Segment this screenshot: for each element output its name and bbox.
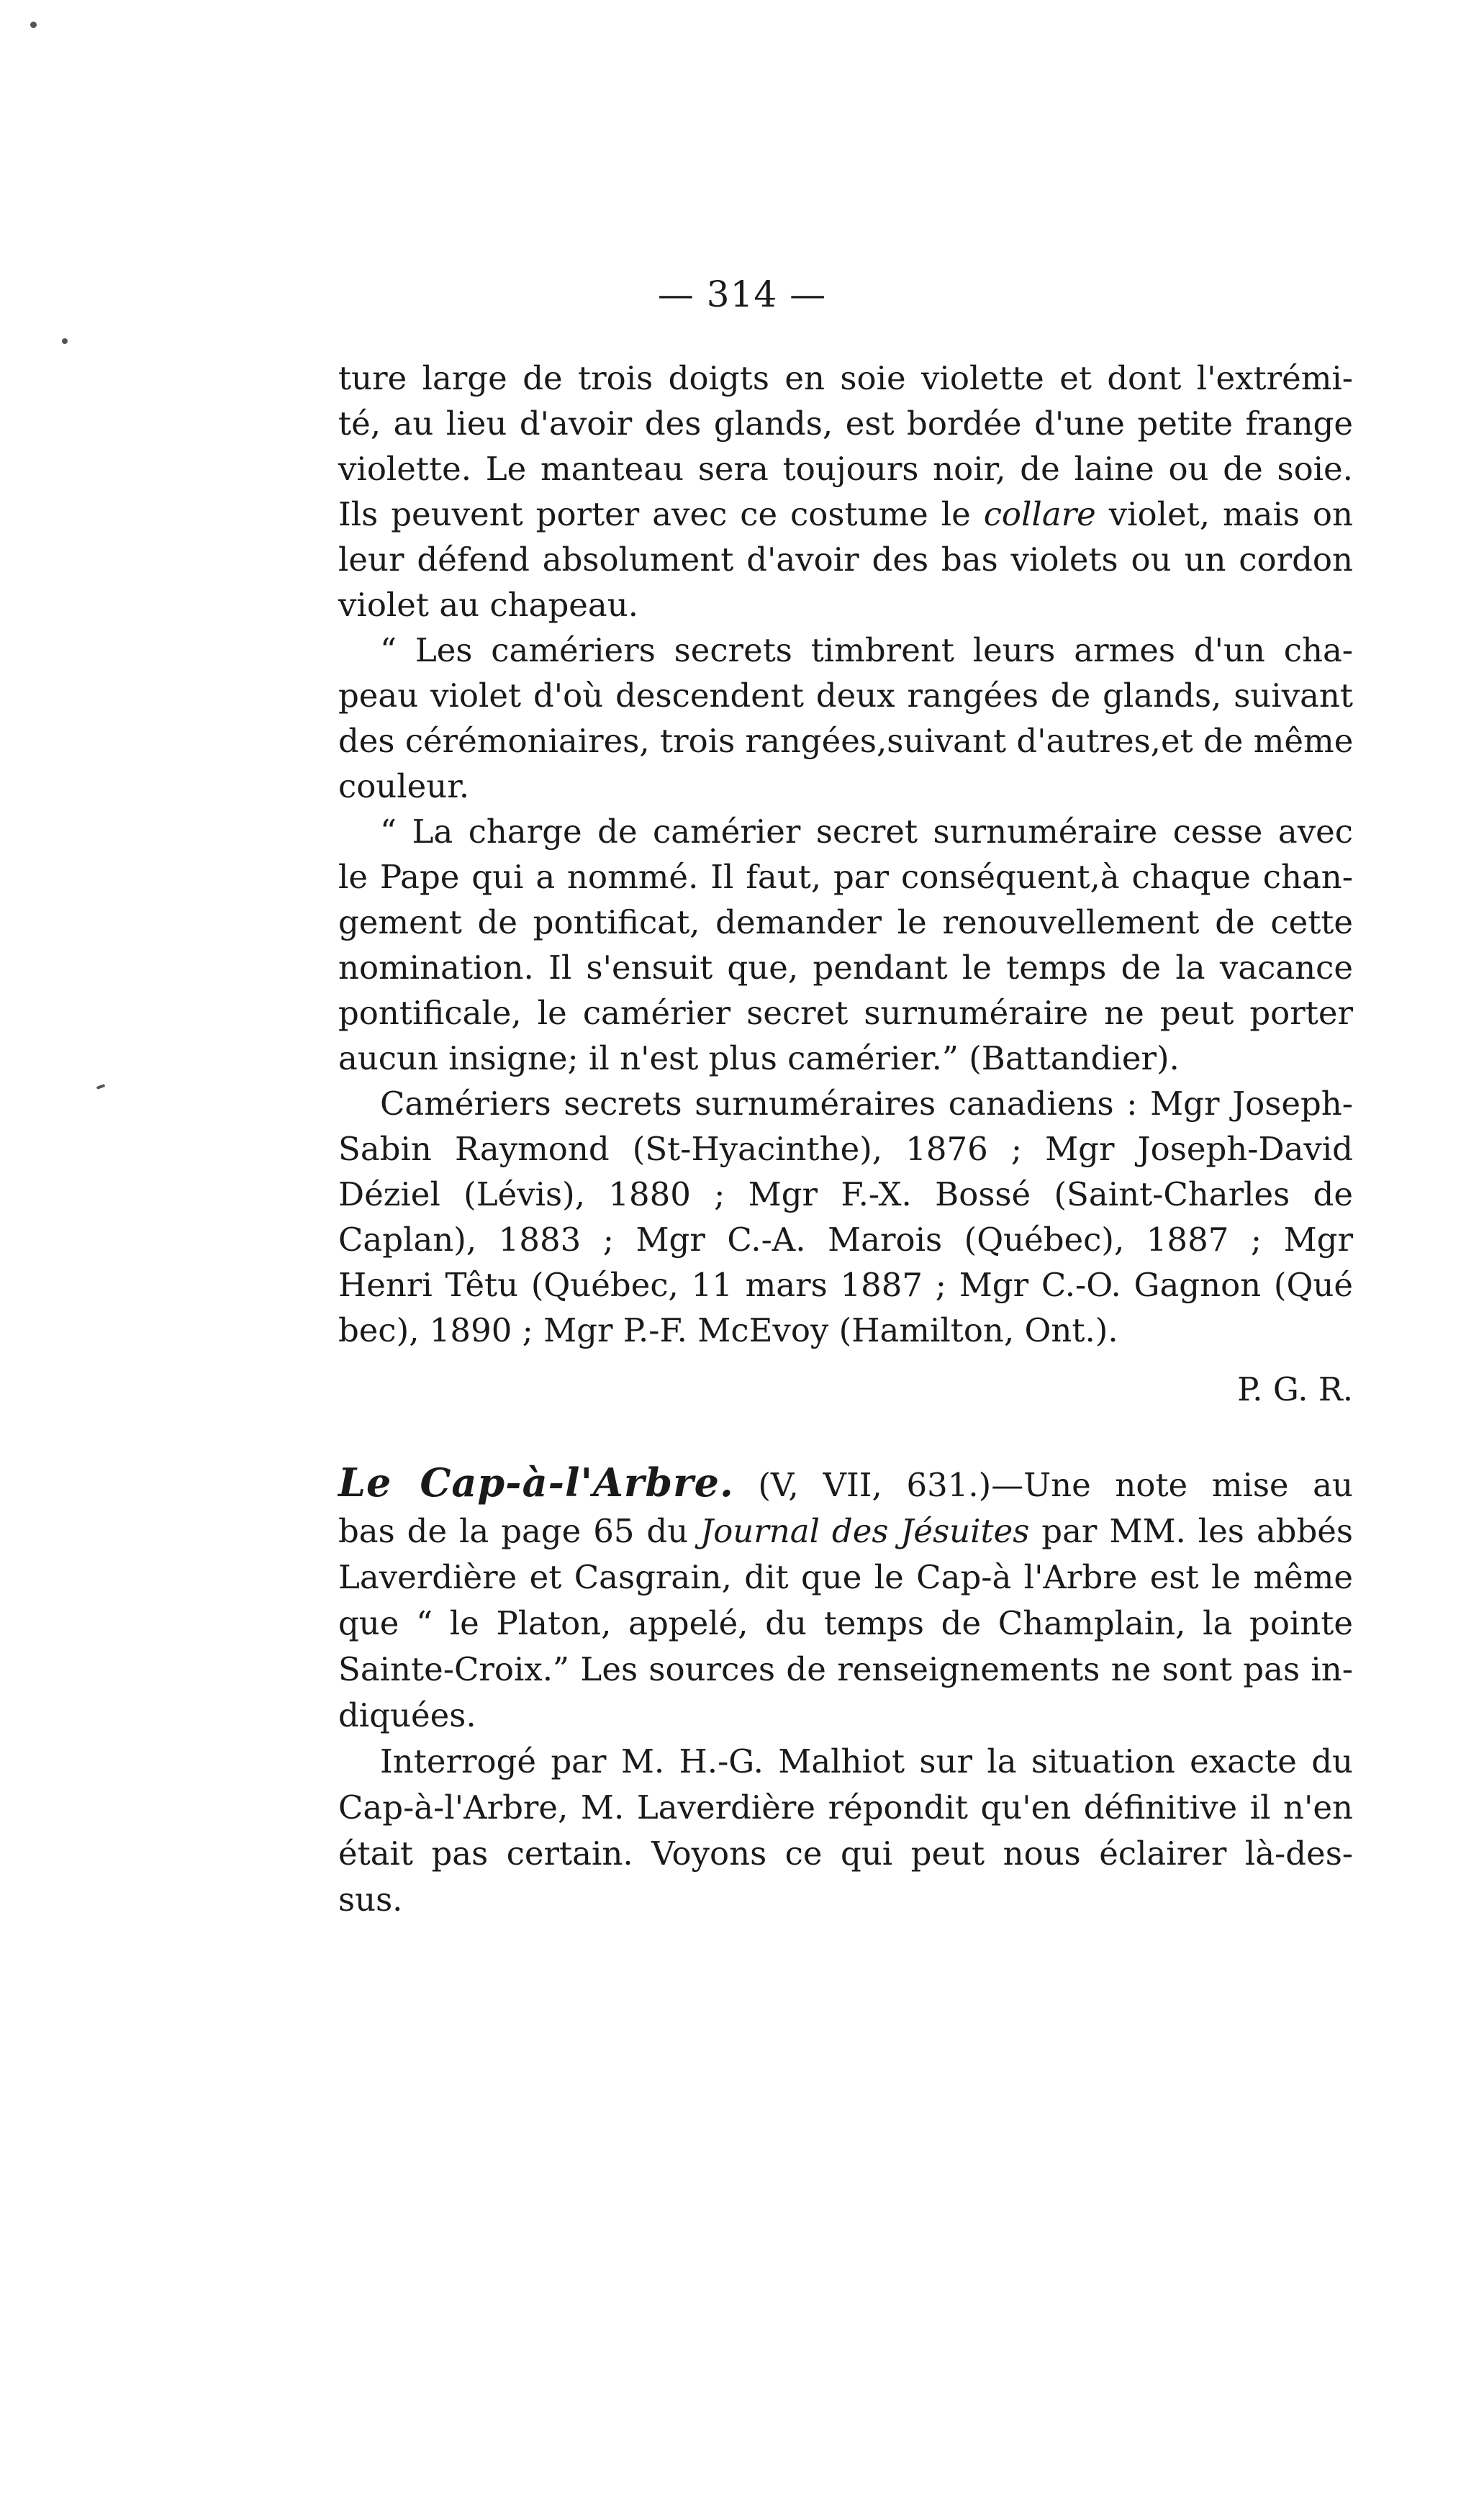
author-initials: P. G. R. — [1237, 1370, 1353, 1408]
text-line: té, au lieu d'avoir des glands, est bordée d'une petite frange — [338, 404, 1353, 443]
text-line: Cap-à-l'Arbre, M. Laverdière répondit qu'en définitive il n'en — [338, 1788, 1353, 1827]
section-heading: Le Cap-à-l'Arbre. — [338, 1459, 734, 1506]
text-line: Camériers secrets surnuméraires canadiens : Mgr Joseph- — [380, 1085, 1353, 1123]
ink-speck — [30, 22, 37, 28]
text-line: Interrogé par M. H.-G. Malhiot sur la situation exacte du — [380, 1742, 1353, 1780]
page-number: — 314 — — [657, 273, 827, 315]
text-line: Henri Têtu (Québec, 11 mars 1887 ; Mgr C.-O. Gagnon (Qué — [338, 1266, 1353, 1304]
text-line: violet au chapeau. — [338, 586, 638, 624]
text-line: des cérémoniaires, trois rangées,suivant d'autres,et de même — [338, 722, 1354, 760]
text-run: bas de la page 65 du — [338, 1512, 701, 1550]
text-line: ture large de trois doigts en soie violette et dont l'extrémi- — [338, 359, 1353, 397]
text-line: Sabin Raymond (St-Hyacinthe), 1876 ; Mgr Joseph-David — [338, 1130, 1353, 1168]
text-line: couleur. — [338, 767, 470, 805]
text-line: sus. — [338, 1880, 403, 1919]
italic-title: Journal des Jésuites — [700, 1512, 1030, 1550]
text-line: “ Les camériers secrets timbrent leurs armes d'un cha- — [380, 631, 1353, 669]
text-line: nomination. Il s'ensuit que, pendant le temps de la vacance — [338, 949, 1353, 987]
text-run: (V, VII, 631.)—Une note mise au — [733, 1466, 1353, 1504]
text-line: était pas certain. Voyons ce qui peut nous éclairer là-des- — [338, 1834, 1353, 1873]
text-run: Ils peuvent porter avec ce costume le — [338, 495, 984, 533]
text-line: “ La charge de camérier secret surnuméraire cesse avec — [380, 813, 1353, 851]
text-line: bec), 1890 ; Mgr P.-F. McEvoy (Hamilton, Ont.). — [338, 1311, 1118, 1349]
text-line: Caplan), 1883 ; Mgr C.-A. Marois (Québec), 1887 ; Mgr — [338, 1221, 1353, 1259]
text-line: Déziel (Lévis), 1880 ; Mgr F.-X. Bossé (Saint-Charles de — [338, 1175, 1353, 1213]
text-line: le Pape qui a nommé. Il faut, par conséquent,à chaque chan- — [338, 858, 1353, 896]
text-line: pontificale, le camérier secret surnuméraire ne peut porter — [338, 994, 1353, 1032]
text-line: Sainte-Croix.” Les sources de renseignements ne sont pas in- — [338, 1650, 1353, 1688]
text-run: violet, mais on — [1095, 495, 1353, 533]
text-line — [338, 1509, 1353, 1554]
text-run: par MM. les abbés — [1029, 1512, 1353, 1550]
section-heading-line — [338, 1457, 1353, 1508]
text-line: gement de pontificat, demander le renouvellement de cette — [338, 903, 1353, 941]
italic-term: collare — [983, 495, 1096, 533]
text-line: aucun insigne; il n'est plus camérier.” (Battandier). — [338, 1039, 1180, 1077]
ink-speck — [62, 338, 68, 344]
text-line: diquées. — [338, 1696, 476, 1734]
text-line: leur défend absolument d'avoir des bas violets ou un cordon — [338, 540, 1353, 579]
text-line — [338, 492, 1353, 537]
text-line: violette. Le manteau sera toujours noir, de laine ou de soie. — [338, 450, 1353, 488]
text-line: peau violet d'où descendent deux rangées de glands, suivant — [338, 676, 1353, 715]
text-line: Laverdière et Casgrain, dit que le Cap-à l'Arbre est le même — [338, 1558, 1353, 1596]
ink-speck — [96, 1084, 106, 1090]
text-line: que “ le Platon, appelé, du temps de Champlain, la pointe — [338, 1604, 1353, 1642]
